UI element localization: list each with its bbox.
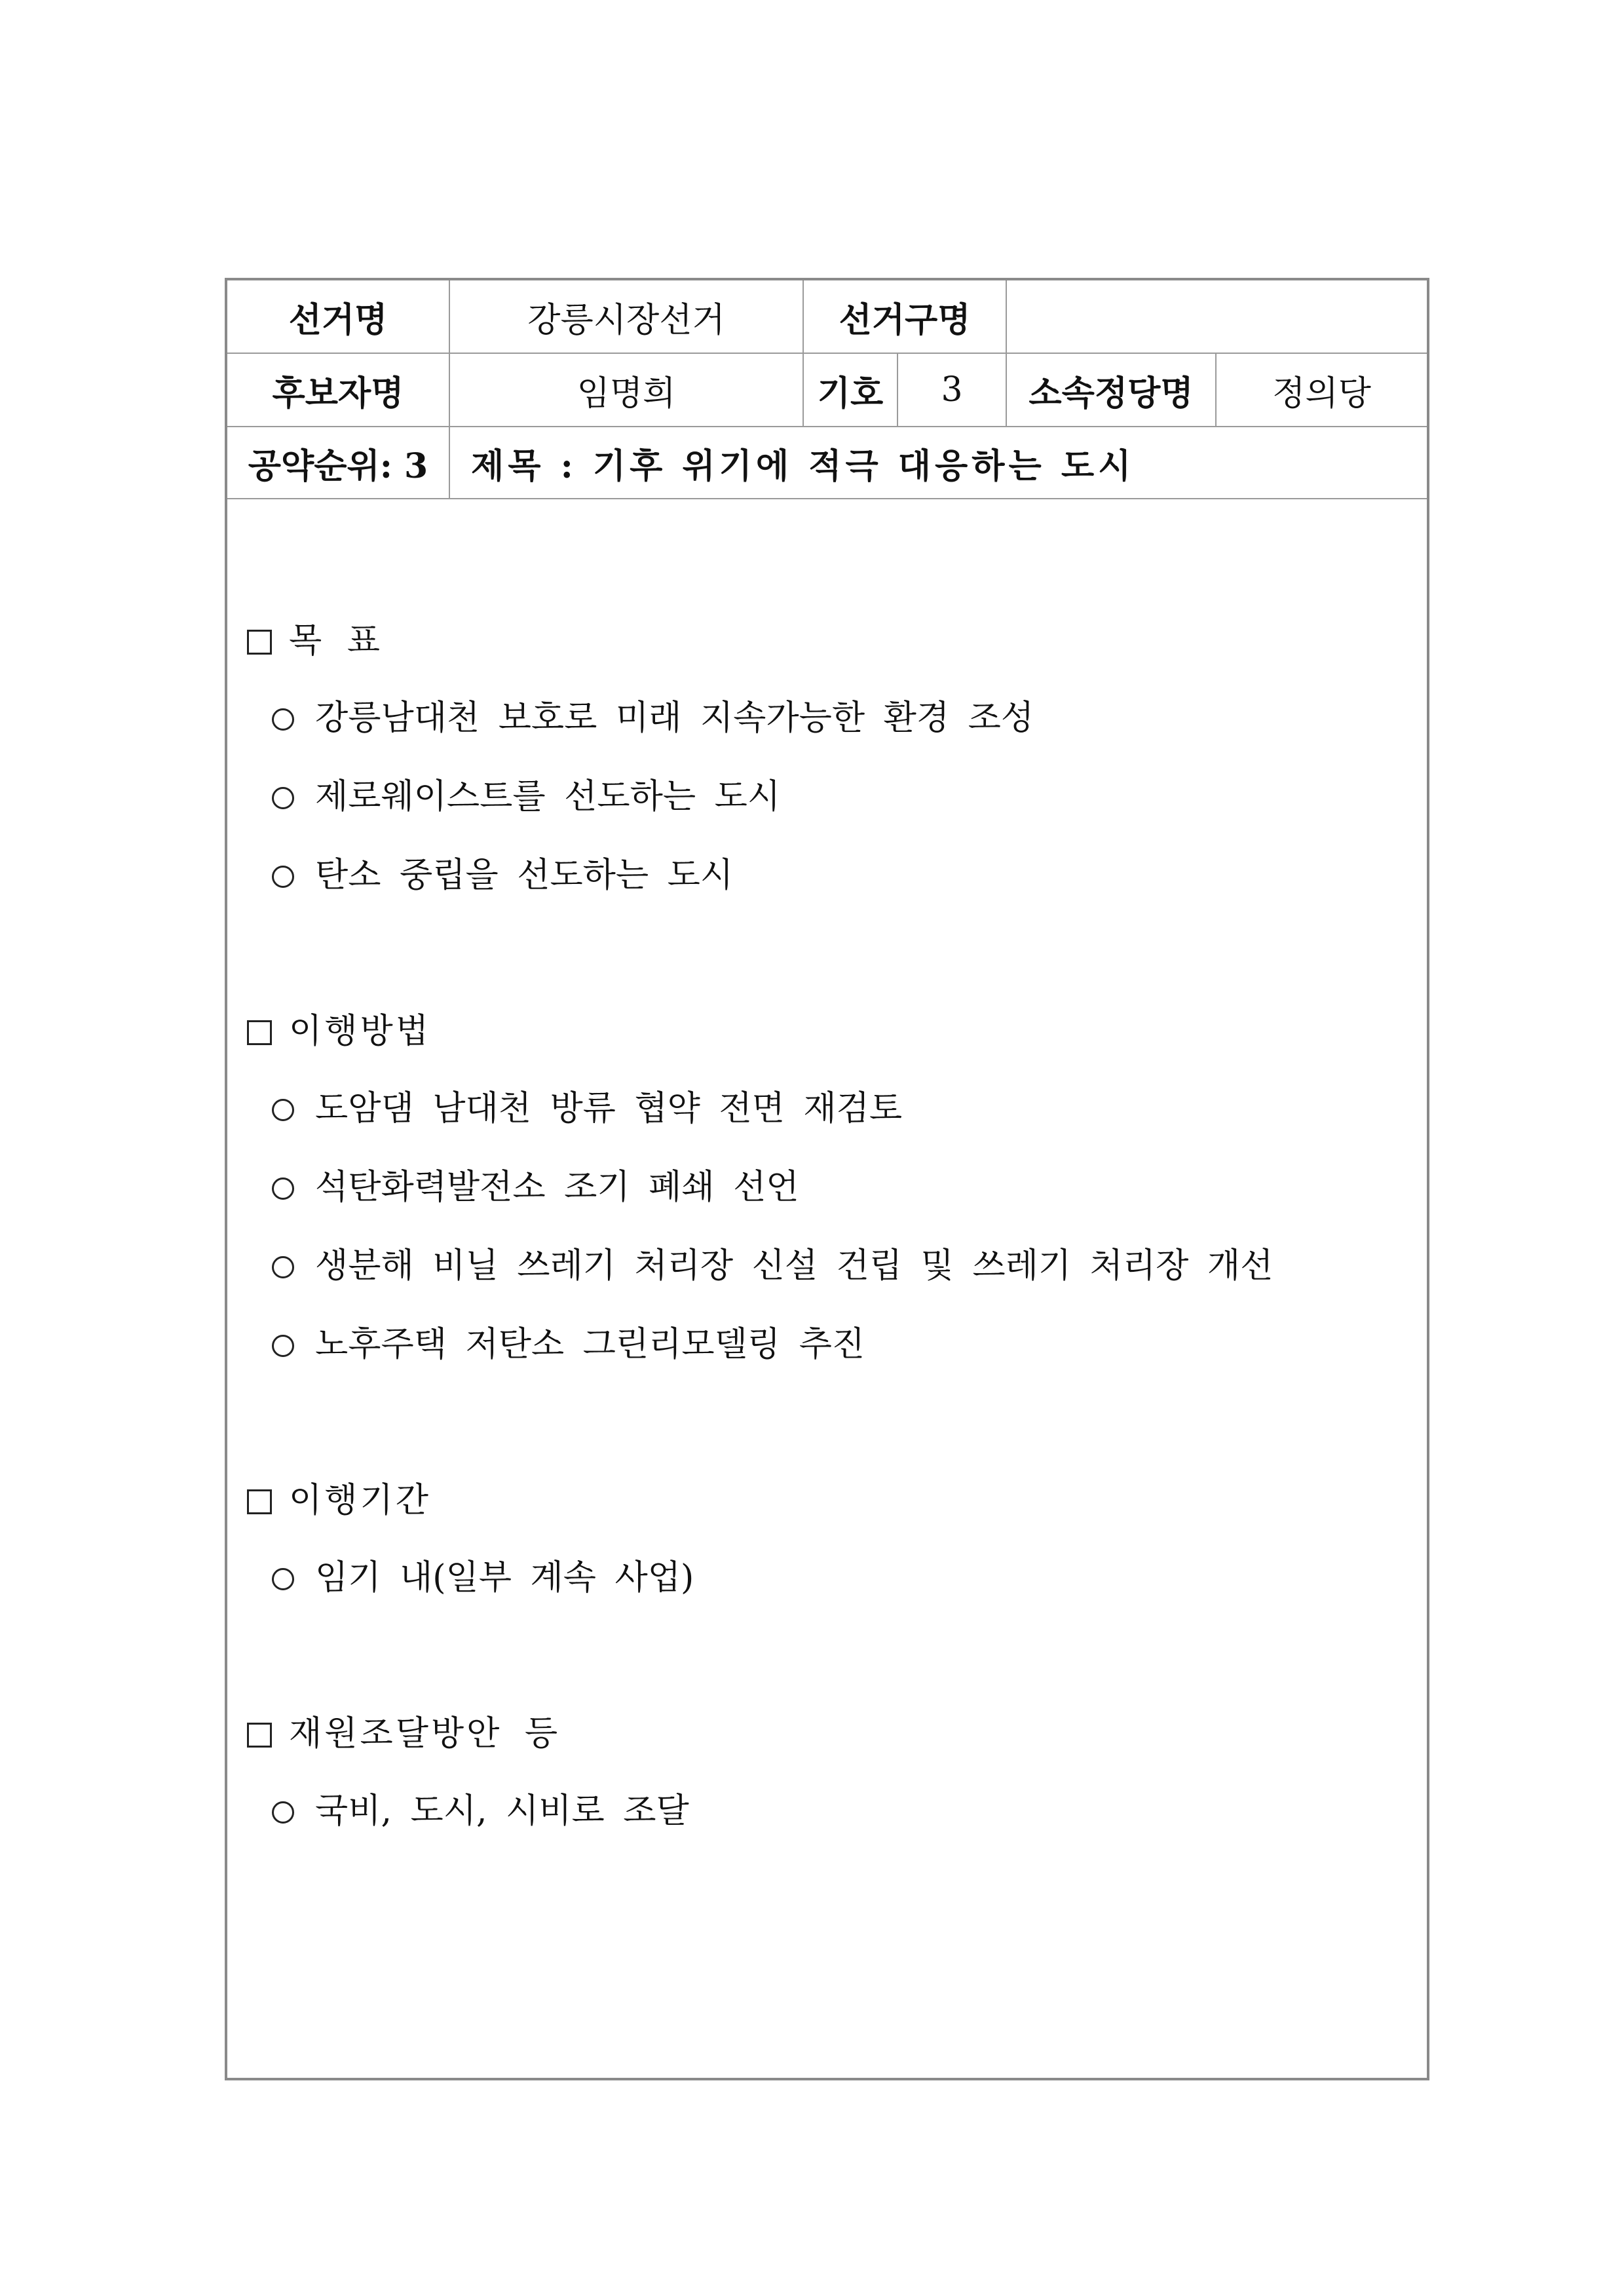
section-funding [247,1714,1414,1831]
circle-bullet-icon [272,1568,294,1590]
section-methods [247,1012,1414,1364]
candidate-label: 후보자명 [227,353,449,427]
number-label: 기호 [803,353,897,427]
district-value [1006,280,1427,353]
circle-bullet-icon [272,1801,294,1824]
circle-bullet-icon [272,1256,294,1278]
number-value: 3 [897,353,1006,427]
circle-bullet-icon [272,866,294,888]
section-heading: 재원조달방안 등 [247,1714,1414,1753]
circle-bullet-icon [272,708,294,731]
election-name-label: 선거명 [227,280,449,353]
list-item: 생분해 비닐 쓰레기 처리장 신설 건립 및 쓰레기 처리장 개선 [247,1246,1414,1286]
section-period [247,1481,1414,1598]
circle-bullet-icon [272,1177,294,1200]
list-item: 탄소 중립을 선도하는 도시 [247,856,1414,895]
pledge-content [247,621,1414,1831]
party-value: 정의당 [1216,353,1427,427]
list-item: 도암댐 남대천 방류 협약 전면 재검토 [247,1089,1414,1128]
list-item: 석탄화력발전소 조기 폐쇄 선언 [247,1168,1414,1207]
section-heading: 이행방법 [247,1012,1414,1051]
section-heading: 이행기간 [247,1481,1414,1520]
circle-bullet-icon [272,1335,294,1357]
pledge-rank: 공약순위: 3 [227,427,449,499]
list-item: 제로웨이스트를 선도하는 도시 [247,777,1414,816]
circle-bullet-icon [272,1099,294,1121]
circle-bullet-icon [272,787,294,809]
checkbox-square-icon [247,1489,272,1514]
list-item: 국비, 도시, 시비로 조달 [247,1791,1414,1831]
list-item: 강릉남대천 보호로 미래 지속가능한 환경 조성 [247,698,1414,738]
pledge-title: 제목 : 기후 위기에 적극 대응하는 도시 [449,427,1427,499]
checkbox-square-icon [247,630,272,655]
party-label: 소속정당명 [1006,353,1216,427]
candidate-value: 임명희 [449,353,803,427]
list-item: 노후주택 저탄소 그린리모델링 추진 [247,1325,1414,1364]
section-heading: 목 표 [247,621,1414,660]
district-label: 선거구명 [803,280,1006,353]
section-goals [247,621,1414,895]
election-name-value: 강릉시장선거 [449,280,803,353]
header-table [227,280,1427,499]
checkbox-square-icon [247,1723,272,1748]
list-item: 임기 내(일부 계속 사업) [247,1558,1414,1598]
pledge-form [225,278,1429,2080]
checkbox-square-icon [247,1020,272,1045]
